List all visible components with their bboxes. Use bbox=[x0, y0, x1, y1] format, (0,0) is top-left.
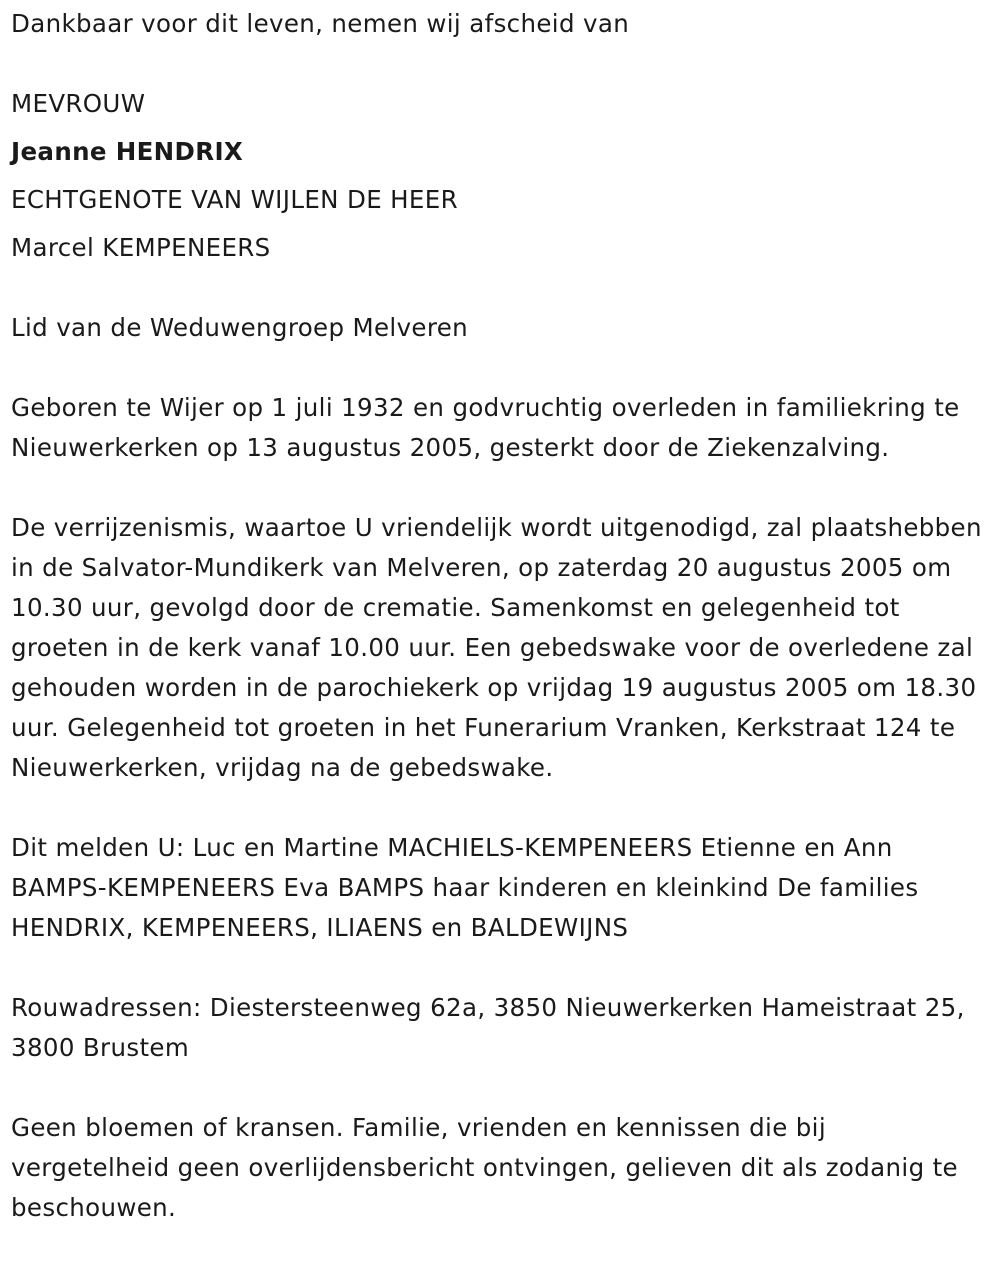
closing-paragraph: Geen bloemen of kransen. Familie, vrienden en kennissen die bij vergetelheid geen overlijdensbericht ontvingen, gelieven dit als zodanig te beschouwen. bbox=[11, 1113, 958, 1222]
birth-death-paragraph: Geboren te Wijer op 1 juli 1932 en godvruchtig overleden in familiekring te Nieuwerkerken op 13 augustus 2005, gesterkt door de Ziekenzalving. bbox=[11, 393, 960, 462]
spouse-prefix: ECHTGENOTE VAN WIJLEN DE HEER bbox=[11, 185, 458, 214]
intro-line: Dankbaar voor dit leven, nemen wij afscheid van bbox=[11, 9, 630, 38]
title-prefix: MEVROUW bbox=[11, 89, 146, 118]
addresses-paragraph: Rouwadressen: Diestersteenweg 62a, 3850 Nieuwerkerken Hameistraat 25, 3800 Brustem bbox=[11, 993, 965, 1062]
deceased-name: Jeanne HENDRIX bbox=[11, 137, 244, 166]
service-paragraph: De verrijzenismis, waartoe U vriendelijk wordt uitgenodigd, zal plaatshebben in de Salvator-Mundikerk van Melveren, op zaterdag 20 augustus 2005 om 10.30 uur, gevolgd door de crematie. Samenkomst en gelegenheid tot groeten in de kerk vanaf 10.00 uur. Een gebedswake voor de overledene zal gehouden worden in de parochiekerk op vrijdag 19 augustus 2005 om 18.30 uur. Gelegenheid tot groeten in het Funerarium Vranken, Kerkstraat 124 te Nieuwerkerken, vrijdag na de gebedswake. bbox=[11, 513, 982, 782]
death-notice bbox=[11, 4, 991, 1228]
announcers-paragraph: Dit melden U: Luc en Martine MACHIELS-KEMPENEERS Etienne en Ann BAMPS-KEMPENEERS Eva BAMPS haar kinderen en kleinkind De families HENDRIX, KEMPENEERS, ILIAENS en BALDEWIJNS bbox=[11, 833, 919, 942]
spouse-name: Marcel KEMPENEERS bbox=[11, 233, 271, 262]
membership-line: Lid van de Weduwengroep Melveren bbox=[11, 313, 469, 342]
